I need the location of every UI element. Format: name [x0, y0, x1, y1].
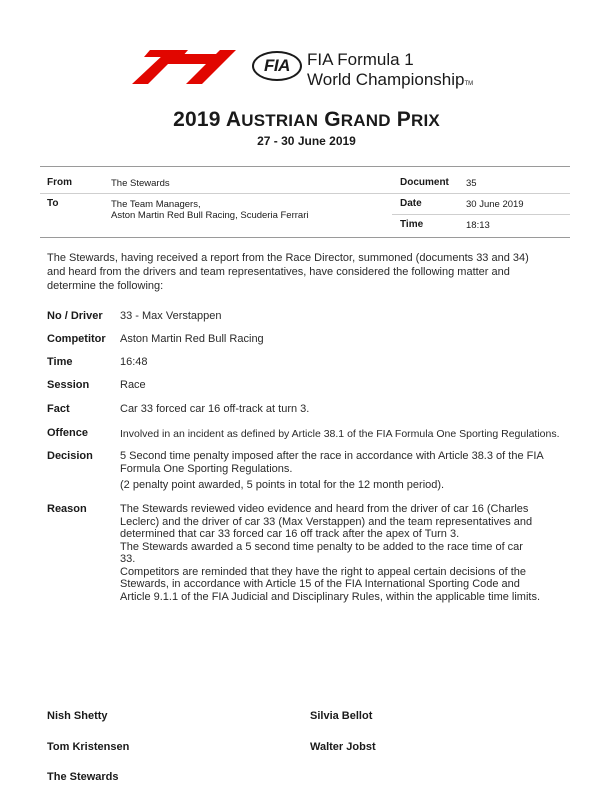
divider-meta-2 — [392, 214, 570, 215]
intro-line-1: The Stewards, having received a report from the Race Director, summoned (documents 33 and 34) — [47, 252, 529, 264]
reason-line-8: Article 9.1.1 of the FIA Judicial and Disciplinary Rules, within the applicable time limits. — [120, 590, 541, 603]
incident-time-value: 16:48 — [120, 356, 148, 368]
decision-line-3: (2 penalty point awarded, 5 points in total for the 12 month period). — [120, 479, 445, 491]
to-value-line-1: The Team Managers, — [111, 199, 201, 210]
intro-line-2: and heard from the drivers and team representatives, have considered the following matter and — [47, 266, 510, 278]
incident-time-label: Time — [47, 356, 73, 368]
time-value: 18:13 — [466, 220, 490, 231]
reason-line-3: determined that car 33 forced car 16 off track after the apex of Turn 3. — [120, 528, 460, 540]
reason-line-4: The Stewards awarded a 5 second time penalty to be added to the race time of car — [120, 540, 523, 553]
f1-logo — [128, 50, 250, 84]
divider-bottom — [40, 237, 570, 238]
signatory-walter-jobst: Walter Jobst — [310, 741, 376, 753]
driver-label: No / Driver — [47, 310, 103, 322]
date-label: Date — [400, 198, 422, 209]
divider-meta-1 — [40, 193, 570, 194]
reason-text — [120, 503, 600, 603]
reason-line-1: The Stewards reviewed video evidence and heard from the driver of car 16 (Charles — [120, 503, 529, 515]
event-title-a: A — [225, 108, 242, 131]
time-label: Time — [400, 219, 424, 230]
org-line-2 — [307, 70, 473, 90]
competitor-label: Competitor — [47, 333, 106, 345]
fact-label: Fact — [47, 403, 70, 415]
intro-line-3: determine the following: — [47, 280, 164, 292]
event-title-c: G — [324, 108, 341, 131]
event-title-year: 2019 — [173, 108, 221, 131]
intro-paragraph — [47, 251, 607, 293]
offence-label: Offence — [47, 427, 88, 439]
trademark: TM — [464, 81, 474, 87]
to-label: To — [47, 198, 59, 209]
reason-line-2: Leclerc) and the driver of car 33 (Max Verstappen) and the team representatives and — [120, 515, 533, 528]
from-label: From — [47, 177, 72, 188]
decision-line-1: 5 Second time penalty imposed after the race in accordance with Article 38.3 of the FIA — [120, 450, 544, 462]
reason-label: Reason — [47, 503, 87, 515]
event-title — [0, 108, 613, 132]
document-label: Document — [400, 177, 449, 188]
event-title-d: RAND — [340, 111, 391, 130]
session-label: Session — [47, 379, 90, 391]
event-dates: 27 - 30 June 2019 — [257, 134, 356, 148]
event-title-f: RIX — [410, 111, 440, 130]
to-value-line-2: Aston Martin Red Bull Racing, Scuderia Ferrari — [111, 210, 309, 221]
event-title-e: P — [396, 108, 411, 131]
divider-top — [40, 166, 570, 167]
decision-text — [120, 450, 600, 492]
document-value: 35 — [466, 178, 477, 189]
org-line-2-text: World Championship — [307, 70, 465, 89]
signatory-nish-shetty: Nish Shetty — [47, 710, 108, 722]
fia-badge: FIA — [252, 51, 302, 81]
event-title-b: USTRIAN — [241, 111, 319, 130]
date-value: 30 June 2019 — [466, 199, 524, 210]
decision-label: Decision — [47, 450, 93, 462]
competitor-value: Aston Martin Red Bull Racing — [120, 333, 264, 345]
reason-line-5: 33. — [120, 553, 136, 565]
signatory-tom-kristensen: Tom Kristensen — [47, 741, 130, 753]
fact-value: Car 33 forced car 16 off-track at turn 3. — [120, 403, 310, 415]
signature-footer: The Stewards — [47, 771, 119, 783]
offence-value: Involved in an incident as defined by Article 38.1 of the FIA Formula One Sporting Regulations. — [120, 428, 560, 440]
reason-line-7: Stewards, in accordance with Article 15 of the FIA International Sporting Code and — [120, 578, 520, 590]
reason-line-6: Competitors are reminded that they have the right to appeal certain decisions of the — [120, 565, 527, 578]
signatory-silvia-bellot: Silvia Bellot — [310, 710, 373, 722]
driver-value: 33 - Max Verstappen — [120, 310, 222, 322]
org-line-1: FIA Formula 1 — [307, 50, 414, 69]
session-value: Race — [120, 379, 146, 391]
from-value: The Stewards — [111, 178, 170, 189]
decision-line-2: Formula One Sporting Regulations. — [120, 462, 293, 475]
